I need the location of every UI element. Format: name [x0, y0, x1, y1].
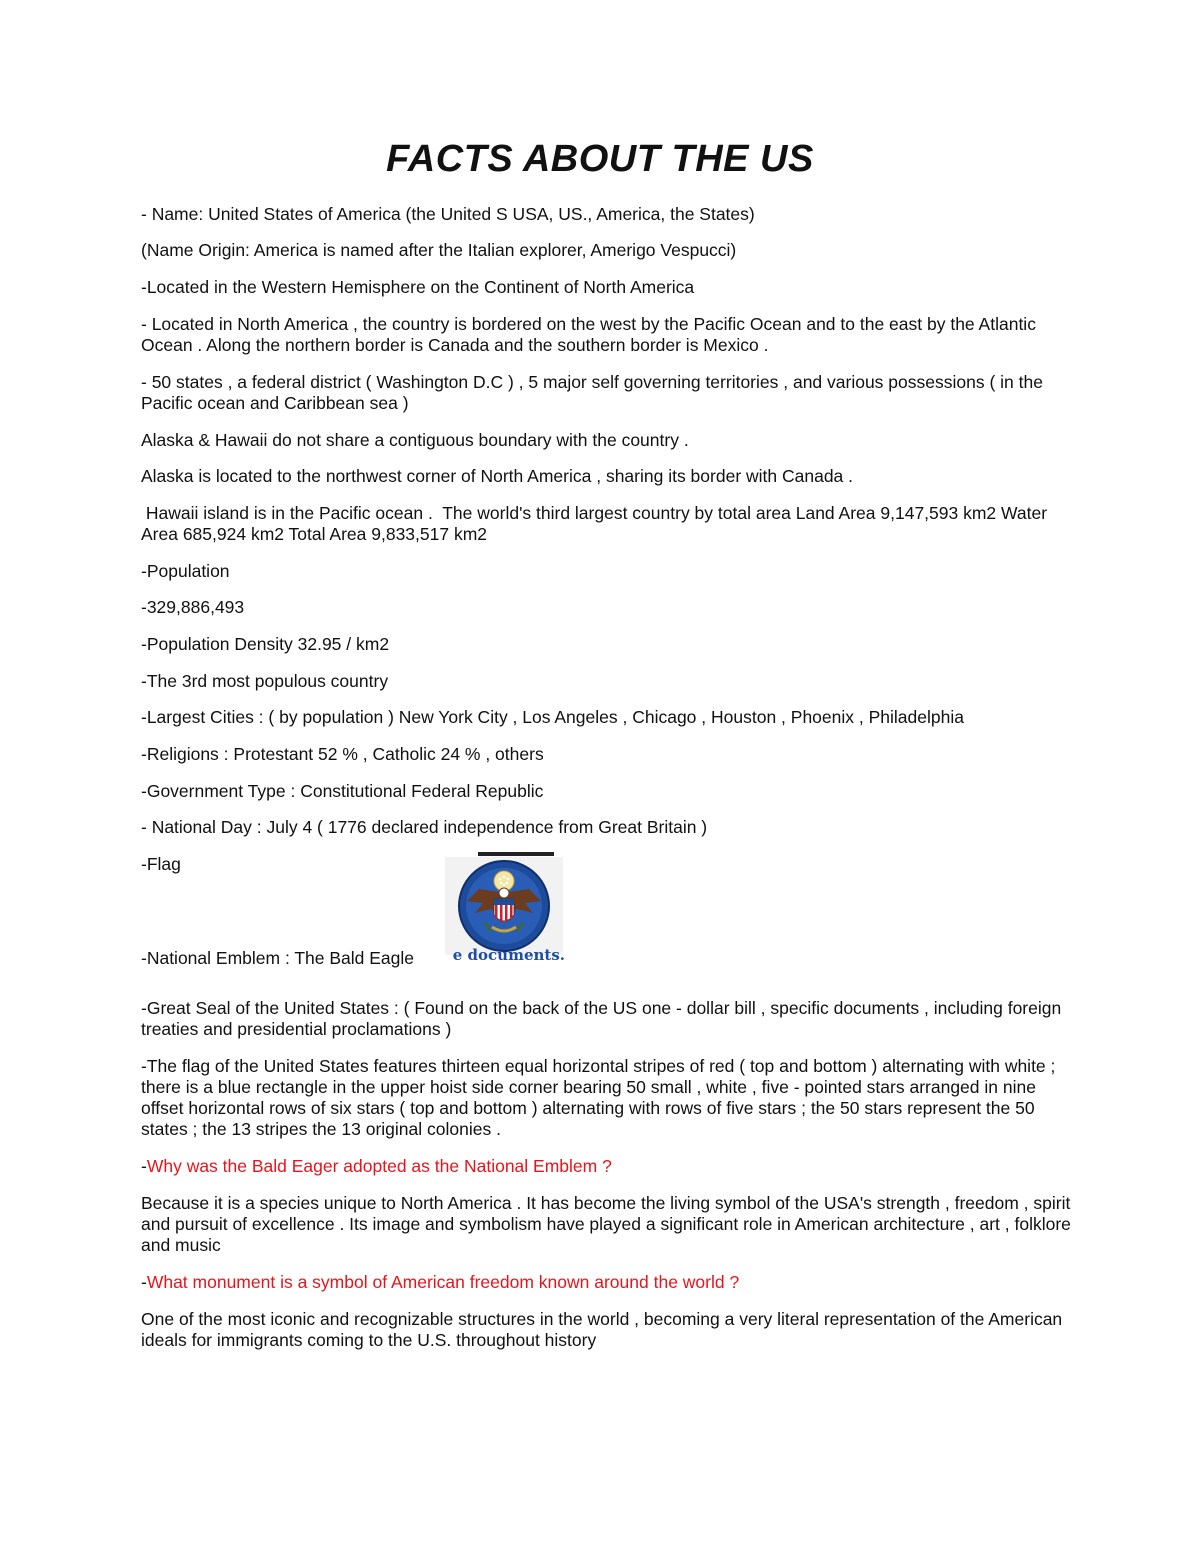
fact-alaska: Alaska is located to the northwest corner of North America , sharing its border with Canada . [141, 466, 854, 486]
question-eagle-text: Why was the Bald Eager adopted as the National Emblem ? [146, 1156, 612, 1176]
fact-location-borders: - Located in North America , the country is bordered on the west by the Pacific Ocean and to the east by the Atlantic Ocean . Along the northern border is Canada and the southern border is Mexico . [141, 314, 1036, 355]
fact-alaska-hawaii: Alaska & Hawaii do not share a contiguous boundary with the country . [141, 430, 689, 450]
fact-hawaii-area: Hawaii island is in the Pacific ocean . The world's third largest country by total area Land Area 9,147,593 km2 Water Area 685,924 km2 Total Area 9,833,517 km2 [141, 503, 1051, 544]
fact-populous-rank: -The 3rd most populous country [141, 671, 389, 691]
fact-location-hemisphere: -Located in the Western Hemisphere on the Continent of North America [141, 277, 695, 297]
seal-background [445, 857, 563, 955]
fact-population-value: -329,886,493 [141, 597, 245, 617]
question-monument [141, 1272, 1081, 1293]
seal-image-caption: e documents. [452, 947, 565, 963]
fact-name-origin: (Name Origin: America is named after the Italian explorer, Amerigo Vespucci) [141, 240, 737, 260]
answer-monument: One of the most iconic and recognizable structures in the world , becoming a very literal representation of the American ideals for immigrants coming to the U.S. throughout history [141, 1309, 1063, 1350]
fact-name: - Name: United States of America (the United S USA, US., America, the States) [141, 204, 755, 224]
answer-bald-eagle: Because it is a species unique to North America . It has become the living symbol of the USA's strength , freedom , spirit and pursuit of excellence . Its image and symbolism have played a significant role in American architecture , art , folklore and music [141, 1193, 1071, 1255]
fact-population-label: -Population [141, 561, 230, 581]
question-dash: - [141, 1272, 147, 1292]
image-top-rule [478, 852, 554, 856]
question-dash: - [141, 1156, 147, 1176]
question-bald-eagle [141, 1156, 1081, 1177]
fact-flag: -Flag [141, 854, 181, 874]
fact-national-day: - National Day : July 4 ( 1776 declared independence from Great Britain ) [141, 817, 708, 837]
fact-government: -Government Type : Constitutional Federal Republic [141, 781, 544, 801]
fact-population-density: -Population Density 32.95 / km2 [141, 634, 390, 654]
page-title: FACTS ABOUT THE US [386, 138, 814, 180]
fact-national-emblem: -National Emblem : The Bald Eagle [141, 948, 415, 968]
great-seal-icon [445, 857, 563, 955]
fact-flag-description: -The flag of the United States features thirteen equal horizontal stripes of red ( top and bottom ) alternating with white ; there is a blue rectangle in the upper hoist side corner bearing 50 small , white , five - pointed stars arranged in nine offset horizontal rows of six stars ( top and bottom ) alternating with rows of five stars ; the 50 stars represent the 50 states ; the 13 stripes the 13 original colonies . [141, 1056, 1056, 1139]
fact-religions: -Religions : Protestant 52 % , Catholic 24 % , others [141, 744, 544, 764]
fact-largest-cities: -Largest Cities : ( by population ) New York City , Los Angeles , Chicago , Houston , Phoenix , Philadelphia [141, 707, 964, 727]
question-monument-text: What monument is a symbol of American freedom known around the world ? [146, 1272, 740, 1292]
fact-great-seal: -Great Seal of the United States : ( Found on the back of the US one - dollar bill , specific documents , including foreign treaties and presidential proclamations ) [141, 998, 1062, 1039]
fact-states: - 50 states , a federal district ( Washington D.C ) , 5 major self governing territories , and various possessions ( in the Pacific ocean and Caribbean sea ) [141, 372, 1043, 413]
